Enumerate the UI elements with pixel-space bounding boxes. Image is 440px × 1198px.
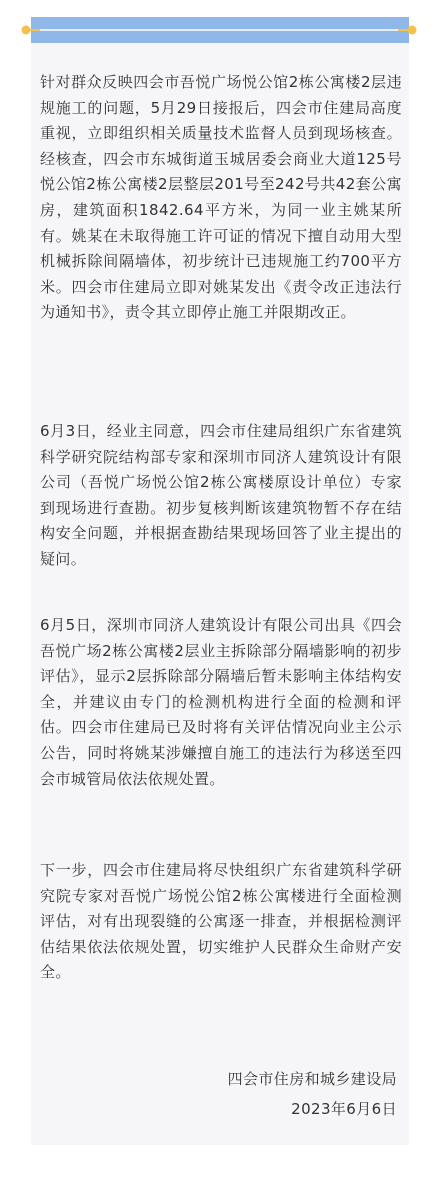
banner-divider-line: [0, 29, 440, 31]
banner-ornament-right-icon: [398, 25, 418, 35]
article-body: [40, 70, 402, 1012]
paragraph-3: 6月5日，深圳市同济人建筑设计有限公司出具《四会吾悦广场2栋公寓楼2层业主拆除部分隔墙影响的初步评估》，显示2层拆除部分隔墙后暂未影响主体结构安全，并建议由专门的检测机构进行全面的检测和评估。四会市住建局已及时将有关评估情况向业主公示公告，同时将姚某涉嫌擅自施工的违法行为移送至四会市城管局依法依规处置。: [40, 616, 402, 788]
signature-date: 2023年6月6日: [291, 1100, 397, 1118]
paragraph-2: 6月3日，经业主同意，四会市住建局组织广东省建筑科学研究院结构部专家和深圳市同济人建筑设计有限公司（吾悦广场悦公馆2栋公寓楼原设计单位）专家到现场进行查勘。初步复核判断该建筑物暂不存在结构安全问题，并根据查勘结果现场回答了业主提出的疑问。: [40, 422, 402, 568]
signature-organization: 四会市住房和城乡建设局: [227, 1070, 397, 1088]
banner-ornament-left-icon: [20, 25, 40, 35]
signature-block: [228, 1064, 397, 1124]
paragraph-4: 下一步，四会市住建局将尽快组织广东省建筑科学研究院专家对吾悦广场悦公馆2栋公寓楼进行全面检测评估，对有出现裂缝的公寓逐一排查，并根据检测评估结果依法依规处置，切实维护人民群众生命财产安全。: [40, 861, 402, 982]
paragraph-1: 针对群众反映四会市吾悦广场悦公馆2栋公寓楼2层违规施工的问题，5月29日接报后，四会市住建局高度重视，立即组织相关质量技术监督人员到现场核查。经核查，四会市东城街道玉城居委会商业大道125号悦公馆2栋公寓楼2层整层201号至242号共42套公寓房，建筑面积1842.64平方米，为同一业主姚某所有。姚某在未取得施工许可证的情况下擅自动用大型机械拆除间隔墙体，初步统计已违规施工约700平方米。四会市住建局立即对姚某发出《责令改正违法行为通知书》，责令其立即停止施工并限期改正。: [40, 73, 402, 322]
